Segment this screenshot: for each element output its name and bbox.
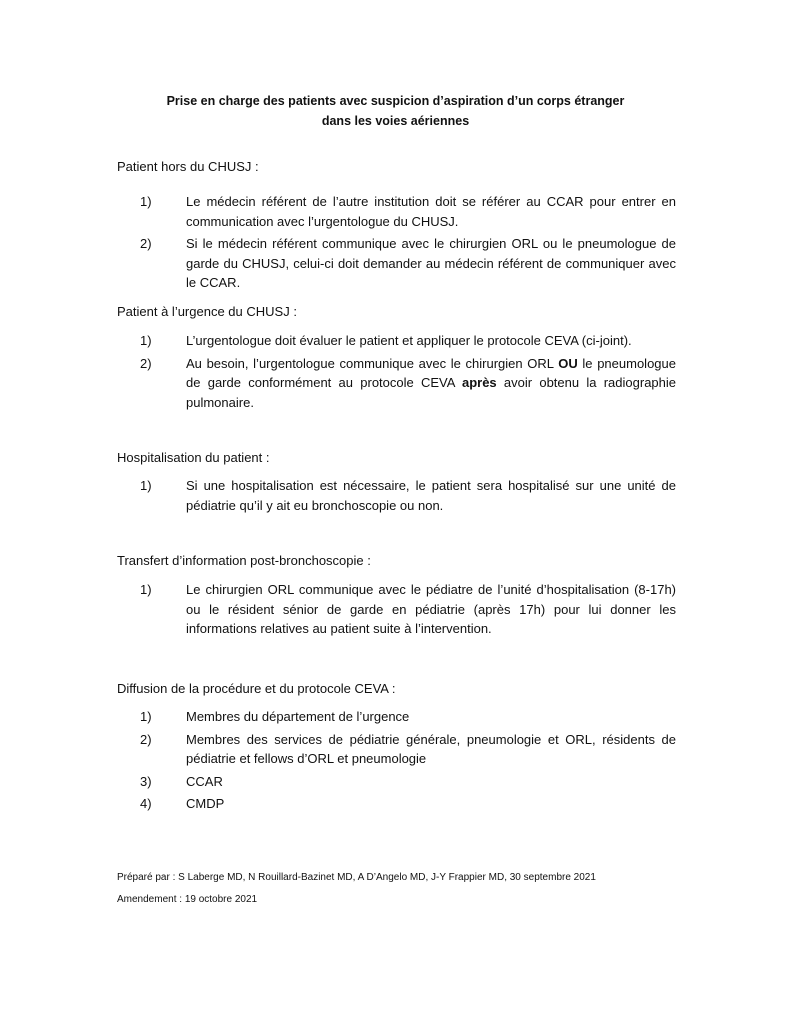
list-item-number: 1): [140, 478, 152, 493]
section-list-patient-urgence: [140, 331, 676, 412]
list-item-text-part: Au besoin, l’urgentologue communique avec le chirurgien ORL: [186, 355, 559, 371]
section-list-hospitalisation: [140, 476, 676, 515]
list-item-text-part: le pneumologue de garde conformément au protocole CEVA: [186, 355, 676, 390]
list-item: [140, 354, 676, 413]
list-item-number: 4): [140, 796, 152, 811]
amendment-line: Amendement : 19 octobre 2021: [117, 894, 258, 905]
list-item-text-part: avoir obtenu la radiographie pulmonaire.: [186, 375, 677, 410]
list-item: [140, 476, 676, 515]
list-item-number: 2): [140, 731, 152, 747]
list-item-text: Le chirurgien ORL communique avec le pédiatre de l’unité d’hospitalisation (8-17h) ou le résident sénior de garde en pédiatrie (après 17h) pour lui donner les informations relatives au patient suite à l’intervention.: [186, 582, 676, 636]
title-line-1: Prise en charge des patients avec suspicion d’aspiration d’un corps étranger: [166, 94, 625, 108]
section-heading-transfert-information: Transfert d’information post-bronchoscopie :: [117, 553, 371, 568]
list-item-text: [186, 356, 676, 410]
list-item-number: 2): [140, 355, 152, 371]
list-item-text: Membres des services de pédiatrie générale, pneumologie et ORL, résidents de pédiatrie et fellows d’ORL et pneumologie: [186, 731, 676, 766]
list-item: [140, 730, 676, 769]
list-item: [140, 794, 676, 814]
section-list-diffusion: [140, 707, 676, 814]
list-item-text: Le médecin référent de l’autre institution doit se référer au CCAR pour entrer en communication avec l’urgentologue du CHUSJ.: [186, 194, 676, 229]
document-title: [0, 91, 791, 131]
list-item-number: 1): [140, 582, 152, 597]
section-list-transfert-information: [140, 580, 676, 639]
list-item-number: 2): [140, 236, 152, 251]
list-item-text: L’urgentologue doit évaluer le patient et appliquer le protocole CEVA (ci-joint).: [186, 333, 632, 348]
list-item-text: CMDP: [186, 796, 225, 811]
section-heading-hospitalisation: Hospitalisation du patient :: [117, 450, 270, 465]
list-item-text: Si une hospitalisation est nécessaire, le patient sera hospitalisé sur une unité de pédiatrie qu’il y ait eu bronchoscopie ou non.: [186, 478, 676, 513]
prepared-by-line: Préparé par : S Laberge MD, N Rouillard-Bazinet MD, A D’Angelo MD, J-Y Frappier MD, 30 septembre 2021: [117, 872, 596, 883]
title-line-2: dans les voies aériennes: [321, 114, 470, 128]
section-heading-patient-urgence: Patient à l’urgence du CHUSJ :: [117, 304, 297, 319]
list-item: [140, 772, 676, 792]
list-item: [140, 192, 676, 231]
list-item: [140, 331, 676, 351]
list-item-number: 1): [140, 333, 152, 348]
list-item-text: Membres du département de l’urgence: [186, 709, 410, 724]
list-item: [140, 580, 676, 639]
list-item: [140, 234, 676, 293]
section-heading-patient-hors-chusj: Patient hors du CHUSJ :: [117, 159, 259, 174]
list-item-text: CCAR: [186, 773, 223, 789]
emphasis-ou: OU: [558, 355, 578, 371]
list-item-text: Si le médecin référent communique avec le chirurgien ORL ou le pneumologue de garde du CHUSJ, celui-ci doit demander au médecin référent de communiquer avec le CCAR.: [186, 236, 676, 290]
emphasis-apres: après: [461, 375, 497, 390]
list-item: [140, 707, 676, 727]
list-item-number: 3): [140, 773, 152, 789]
list-item-number: 1): [140, 709, 152, 724]
list-item-number: 1): [140, 194, 152, 209]
section-list-patient-hors-chusj: [140, 192, 676, 293]
section-heading-diffusion: Diffusion de la procédure et du protocole CEVA :: [117, 681, 396, 696]
